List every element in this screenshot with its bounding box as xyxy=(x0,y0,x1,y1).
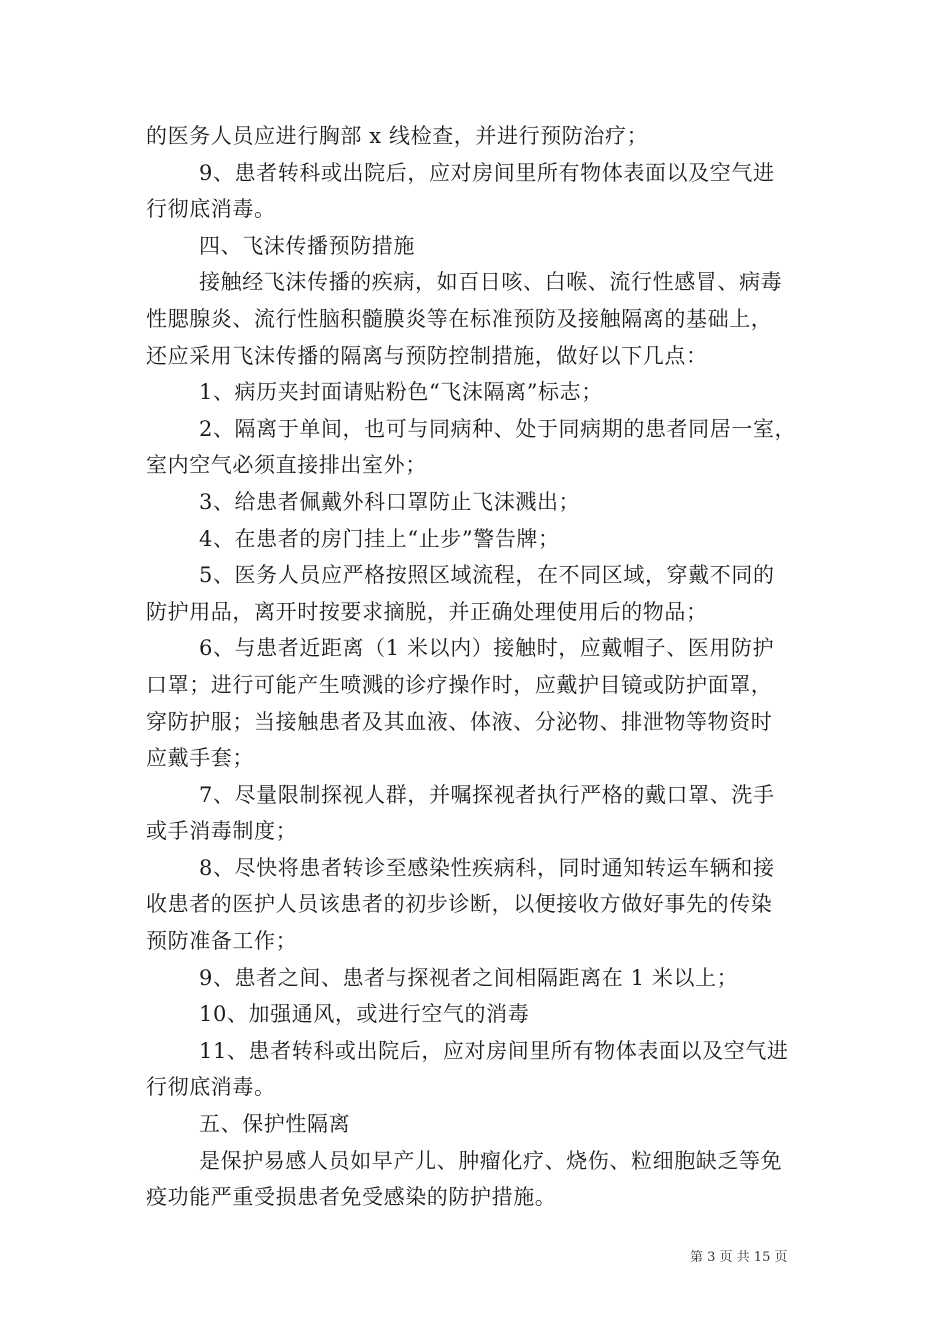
text-line: 还应采用飞沫传播的隔离与预防控制措施，做好以下几点： xyxy=(146,343,708,368)
text-line: 的医务人员应进行胸部 x 线检查，并进行预防治疗； xyxy=(146,124,649,148)
page-number-footer: 第 3 页 共 15 页 xyxy=(690,1250,788,1265)
text-line: 性腮腺炎、流行性脑积髓膜炎等在标准预防及接触隔离的基础上， xyxy=(146,306,773,331)
text-line: 10、加强通风，或进行空气的消毒 xyxy=(199,1002,530,1027)
text-line: 行彻底消毒。 xyxy=(146,1075,276,1100)
text-line: 3、给患者佩戴外科口罩防止飞沫溅出； xyxy=(199,489,581,514)
text-line: 11、患者转科或出院后，应对房间里所有物体表面以及空气进 xyxy=(199,1038,789,1063)
text-line: 1、病历夹封面请贴粉色“飞沫隔离”标志； xyxy=(199,380,603,405)
text-line: 疫功能严重受损患者免受感染的防护措施。 xyxy=(146,1185,557,1210)
text-line: 穿防护服；当接触患者及其血液、体液、分泌物、排泄物等物资时 xyxy=(146,709,773,734)
text-line: 五、保护性隔离 xyxy=(199,1112,351,1137)
text-line: 接触经飞沫传播的疾病，如百日咳、白喉、流行性感冒、病毒 xyxy=(199,270,783,295)
text-line: 5、医务人员应严格按照区域流程，在不同区域，穿戴不同的 xyxy=(199,563,775,588)
document-body xyxy=(146,118,812,1216)
text-line: 6、与患者近距离（1 米以内）接触时，应戴帽子、医用防护 xyxy=(199,636,775,661)
text-line: 是保护易感人员如早产儿、肿瘤化疗、烧伤、粒细胞缺乏等免 xyxy=(199,1148,783,1173)
text-line: 室内空气必须直接排出室外； xyxy=(146,453,427,478)
text-line: 四、飞沫传播预防措施 xyxy=(199,233,415,258)
text-line: 或手消毒制度； xyxy=(146,819,298,844)
text-line: 口罩；进行可能产生喷溅的诊疗操作时，应戴护目镜或防护面罩， xyxy=(146,672,773,697)
text-line: 预防准备工作； xyxy=(146,929,298,954)
text-line: 防护用品，离开时按要求摘脱，并正确处理使用后的物品； xyxy=(146,599,708,624)
text-line: 9、患者之间、患者与探视者之间相隔距离在 1 米以上； xyxy=(199,965,739,990)
text-line: 9、患者转科或出院后，应对房间里所有物体表面以及空气进 xyxy=(199,160,775,185)
text-line: 4、在患者的房门挂上“止步”警告牌； xyxy=(199,526,560,551)
text-line: 2、隔离于单间，也可与同病种、处于同病期的患者同居一室， xyxy=(199,416,797,441)
text-line: 收患者的医护人员该患者的初步诊断，以便接收方做好事先的传染 xyxy=(146,892,773,917)
text-line: 应戴手套； xyxy=(146,746,254,771)
text-line: 行彻底消毒。 xyxy=(146,197,276,222)
text-line: 8、尽快将患者转诊至感染性疾病科，同时通知转运车辆和接 xyxy=(199,855,775,880)
text-line: 7、尽量限制探视人群，并嘱探视者执行严格的戴口罩、洗手 xyxy=(199,782,775,807)
